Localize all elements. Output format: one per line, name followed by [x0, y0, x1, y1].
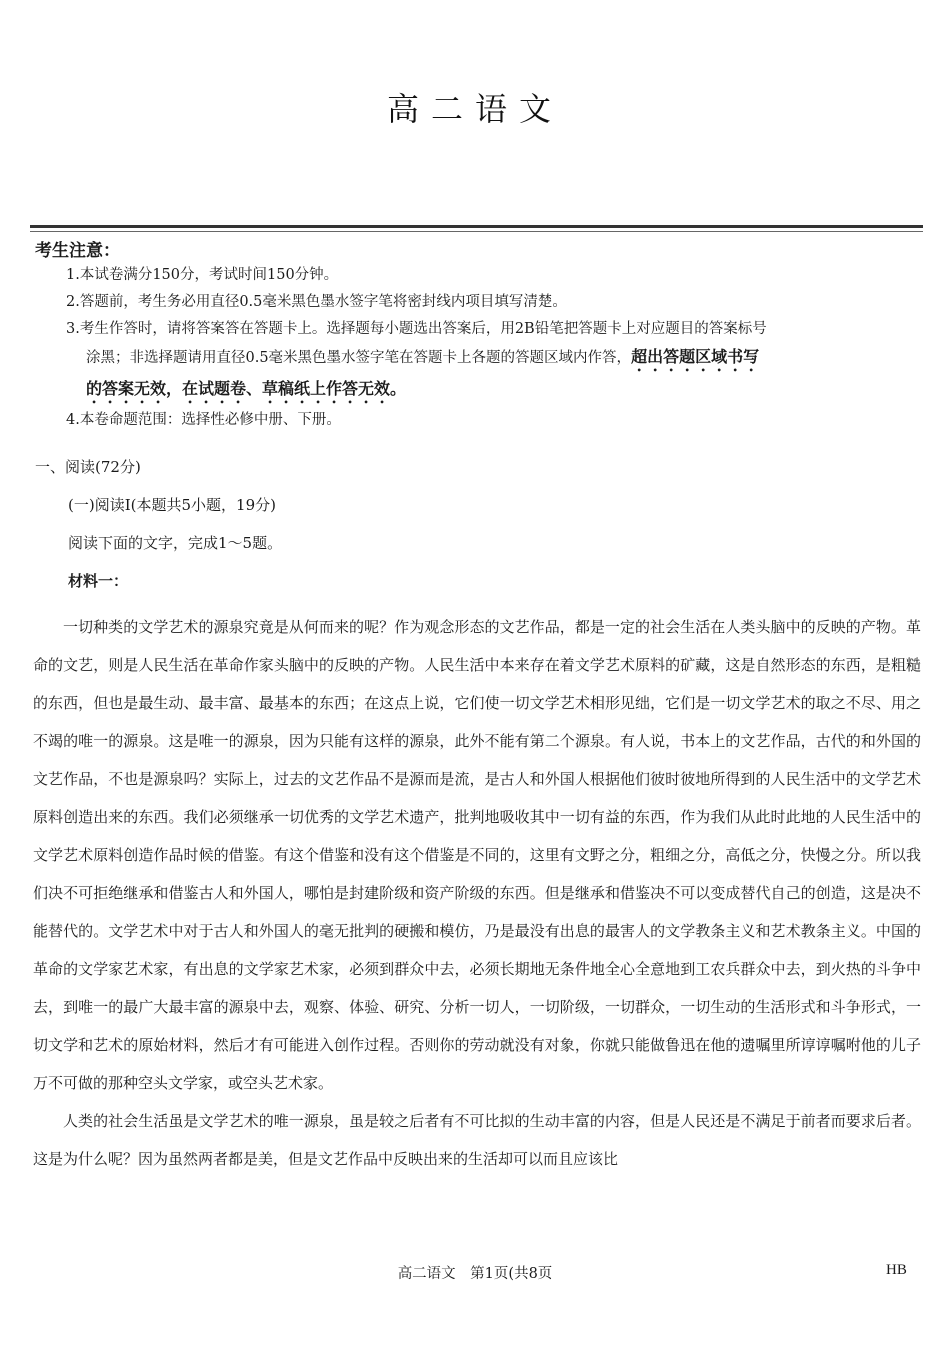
notice-heading: 考生注意：: [35, 241, 120, 261]
notice-list: [66, 262, 926, 434]
section-title: 一、阅读(72分): [35, 458, 141, 476]
notice-item-3: [66, 316, 926, 343]
notice-item-3-cont2: [66, 375, 926, 407]
notice-item-1: 1.本试卷满分150分，考试时间150分钟。: [66, 267, 339, 283]
notice-item-3-cont: [66, 343, 926, 375]
notice-item-2: 2.答题前，考生务必用直径0.5毫米黑色墨水签字笔将密封线内项目填写清楚。: [66, 294, 567, 310]
passage-paragraph-2: 人类的社会生活虽是文学艺术的唯一源泉，虽是较之后者有不可比拟的生动丰富的内容，但是人民还是不满足于前者而要求后者。这是为什么呢？因为虽然两者都是美，但是文艺作品中反映出来的生活却可以而且应该比: [33, 1112, 921, 1168]
notice-item-3-line1: 3.考生作答时，请将答案答在答题卡上。选择题每小题选出答案后，用2B铅笔把答题卡上对应题目的答案标号: [66, 321, 767, 337]
header-divider-thin: [30, 231, 923, 232]
notice-emphasis-1: 超出答题区域书写: [631, 347, 760, 366]
footer-code: HB: [886, 1262, 907, 1278]
notice-item-4: 4.本卷命题范围：选择性必修中册、下册。: [66, 412, 341, 428]
page-title: 高二语文: [386, 90, 563, 128]
header-divider: [30, 225, 923, 228]
section-instruction: 阅读下面的文字，完成1～5题。: [68, 534, 283, 552]
reading-passage: [33, 608, 921, 1178]
notice-item-3-line2: 涂黑；非选择题请用直径0.5毫米黑色墨水签字笔在答题卡上各题的答题区域内作答，: [86, 350, 632, 366]
notice-emphasis-2: 的答案无效，在试题卷、草稿纸上作答无效。: [86, 379, 407, 398]
section-subtitle: (一)阅读Ⅰ(本题共5小题，19分): [68, 496, 276, 514]
page-footer: 高二语文 第1页(共8页: [397, 1266, 553, 1282]
material-label: 材料一：: [68, 572, 129, 590]
passage-paragraph-1: 一切种类的文学艺术的源泉究竟是从何而来的呢？作为观念形态的文艺作品，都是一定的社会生活在人类头脑中的反映的产物。革命的文艺，则是人民生活在革命作家头脑中的反映的产物。人民生活中本来存在着文学艺术原料的矿藏，这是自然形态的东西，是粗糙的东西，但也是最生动、最丰富、最基本的东西；在这点上说，它们使一切文学艺术相形见绌，它们是一切文学艺术的取之不尽、用之不竭的唯一的源泉。这是唯一的源泉，因为只能有这样的源泉，此外不能有第二个源泉。有人说，书本上的文艺作品，古代的和外国的文艺作品，不也是源泉吗？实际上，过去的文艺作品不是源而是流，是古人和外国人根据他们彼时彼地所得到的人民生活中的文学艺术原料创造出来的东西。我们必须继承一切优秀的文学艺术遗产，批判地吸收其中一切有益的东西，作为我们从此时此地的人民生活中的文学艺术原料创造作品时候的借鉴。有这个借鉴和没有这个借鉴是不同的，这里有文野之分，粗细之分，高低之分，快慢之分。所以我们决不可拒绝继承和借鉴古人和外国人，哪怕是封建阶级和资产阶级的东西。但是继承和借鉴决不可以变成替代自己的创造，这是决不能替代的。文学艺术中对于古人和外国人的毫无批判的硬搬和模仿，乃是最没有出息的最害人的文学教条主义和艺术教条主义。中国的革命的文学家艺术家，有出息的文学家艺术家，必须到群众中去，必须长期地无条件地全心全意地到工农兵群众中去，到火热的斗争中去，到唯一的最广大最丰富的源泉中去，观察、体验、研究、分析一切人，一切阶级，一切群众，一切生动的生活形式和斗争形式，一切文学和艺术的原始材料，然后才有可能进入创作过程。否则你的劳动就没有对象，你就只能做鲁迅在他的遗嘱里所谆谆嘱咐他的儿子万不可做的那种空头文学家，或空头艺术家。: [33, 618, 921, 1092]
